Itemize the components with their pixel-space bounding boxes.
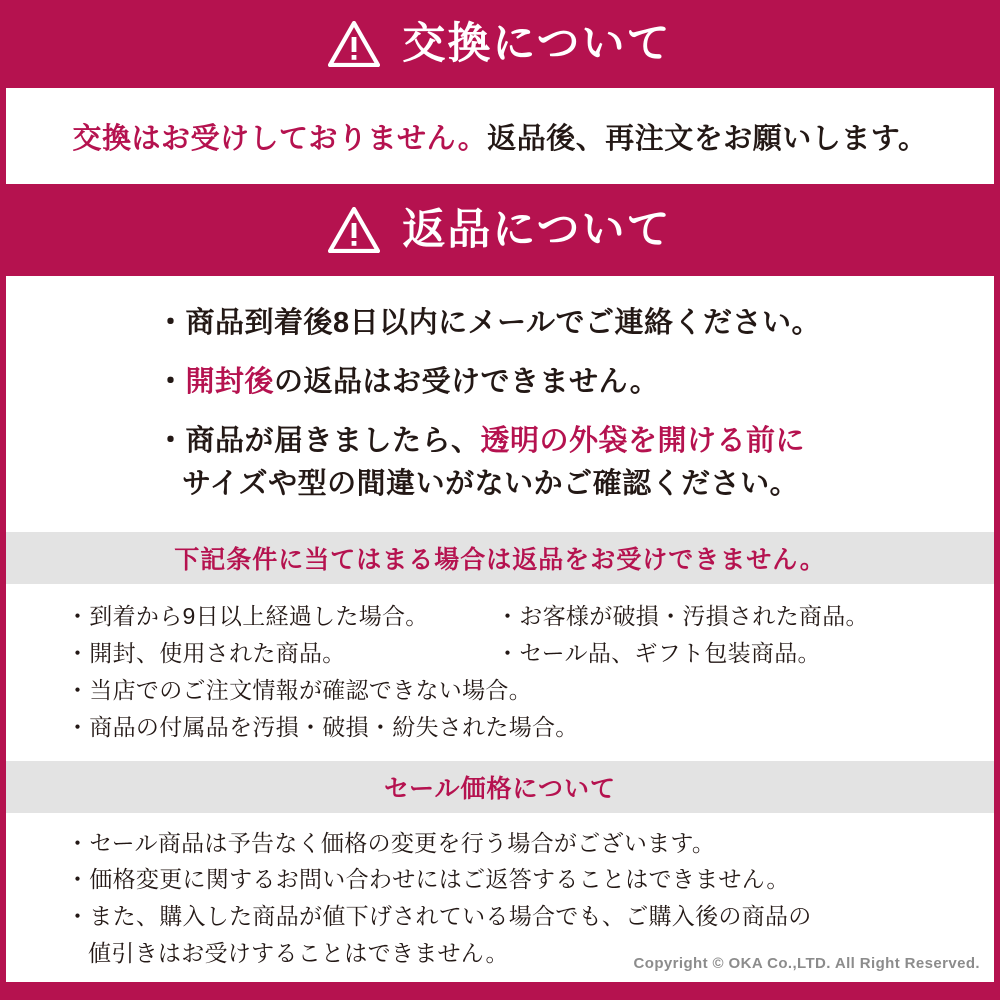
bullet-text-second-line: サイズや型の間違いがないかご確認ください。 [182,467,800,500]
exchange-body-pre: 交換はお受けしておりません。 [72,122,488,155]
return-heading-banner [0,184,1000,276]
conditions-body [6,584,994,761]
conditions-right-column [496,598,916,747]
sale-price-subheading [6,761,994,813]
exchange-body-post: 返品後、再注文をお願いします。 [487,122,928,155]
conditions-subheading-label: 下記条件に当てはまる場合は返品をお受けできません。 [174,545,826,574]
return-bullet-list [6,302,994,532]
return-heading-title: 返品について [402,205,672,254]
list-item: ・当店でのご注文情報が確認できない場合。 [66,677,532,704]
bullet-text: ・商品到着後8日以内にメールでご連絡ください。 [156,307,822,339]
bullet-text-pre: ・商品が届きましたら、 [156,424,481,457]
conditions-left-column [66,598,579,747]
warning-triangle-icon [328,207,380,253]
list-item: ・開封、使用された商品。 [66,639,346,666]
list-item [156,361,994,404]
exchange-heading-banner [0,0,1000,88]
list-item: ・お客様が破損・汚損された商品。 [496,602,869,629]
bullet-text-post: の返品はお受けできません。 [274,365,660,398]
exchange-body-text [73,116,928,157]
list-item [156,302,994,345]
exchange-heading-title: 交換について [402,19,672,68]
list-item: ・商品の付属品を汚損・破損・紛失された場合。 [66,714,579,741]
return-body-panel [6,276,994,982]
sale-line-second: 値引きはお受けすることはできません。 [88,940,509,967]
list-item: ・セール品、ギフト包装商品。 [496,639,821,666]
sale-price-subheading-label: セール価格について [383,774,616,803]
list-item [156,420,994,506]
list-item: ・セール商品は予告なく価格の変更を行う場合がございます。 [66,829,716,856]
list-item: ・価格変更に関するお問い合わせにはご返答することはできません。 [66,866,790,893]
conditions-subheading [6,532,994,584]
sale-line-first: ・また、購入した商品が値下げされている場合でも、ご購入後の商品の [66,903,812,930]
bullet-text-highlight: 透明の外袋を開ける前に [480,424,806,457]
warning-triangle-icon [328,21,380,67]
bullet-text-highlight: 開封後 [185,365,275,398]
list-item: ・到着から9日以上経過した場合。 [66,602,429,629]
exchange-body-panel [6,88,994,184]
bullet-text-pre: ・ [156,365,186,398]
copyright-text: Copyright © OKA Co.,LTD. All Right Reserved. [633,954,980,972]
